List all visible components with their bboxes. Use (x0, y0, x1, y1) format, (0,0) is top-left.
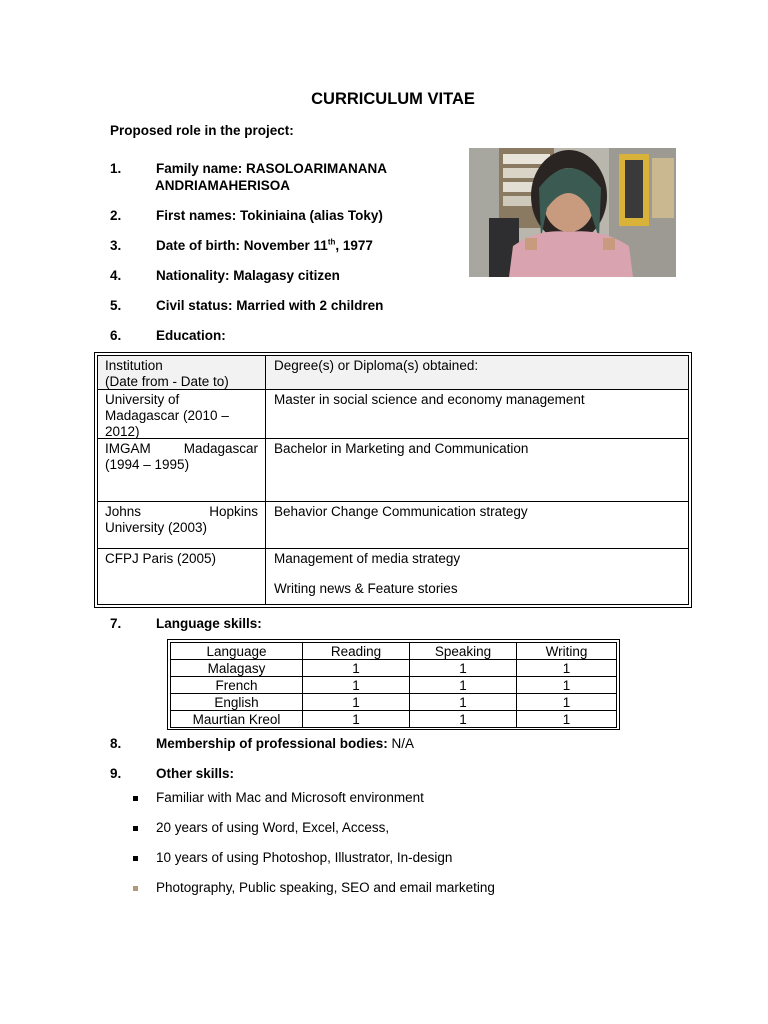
nationality-field (156, 268, 340, 283)
date-range-header: (Date from - Date to) (105, 374, 229, 389)
language-row: Malagasy 1 1 1 (171, 660, 617, 677)
skill-item: Photography, Public speaking, SEO and email marketing (156, 880, 495, 895)
degree-cell: Bachelor in Marketing and Communication (274, 441, 529, 456)
membership-value: N/A (391, 736, 415, 751)
education-row (98, 549, 688, 604)
degree-header: Degree(s) or Diploma(s) obtained: (274, 358, 479, 373)
bullet-icon (133, 826, 138, 831)
language-header: Language (171, 643, 303, 660)
speaking-header: Speaking (410, 643, 517, 660)
skill-item: Familiar with Mac and Microsoft environment (156, 790, 424, 805)
skill-item: 10 years of using Photoshop, Illustrator, In-design (156, 850, 453, 865)
education-header-row (98, 356, 688, 390)
item-number: 4. (110, 268, 122, 283)
education-label: Education: (156, 328, 226, 343)
education-row: Johns Hopkins University (2003) Behavior Change Communication strategy (98, 502, 688, 549)
degree-cell: Master in social science and economy management (274, 392, 585, 407)
institution-cell: Johns Hopkins (105, 504, 258, 519)
other-skills-label: Other skills: (156, 766, 235, 781)
skill-item: 20 years of using Word, Excel, Access, (156, 820, 390, 835)
education-table (94, 352, 692, 608)
language-table (167, 639, 620, 730)
bullet-icon (133, 856, 138, 861)
item-number: 6. (110, 328, 122, 343)
education-row: University of Madagascar (2010 – 2012) Master in social science and economy management (98, 390, 688, 439)
education-row: IMGAM Madagascar (1994 – 1995) Bachelor in Marketing and Communication (98, 439, 688, 502)
dob-value: November 11th, 1977 (243, 237, 373, 253)
item-number: 7. (110, 616, 122, 631)
nationality-label: Nationality: (156, 268, 230, 283)
first-names-label: First names: (156, 208, 237, 223)
reading-header: Reading (303, 643, 410, 660)
language-skills-label: Language skills: (156, 616, 262, 631)
family-name-label: Family name: (156, 161, 243, 176)
page-title: CURRICULUM VITAE (311, 90, 475, 108)
family-name-value: RASOLOARIMANANA (246, 161, 388, 176)
portrait-image (469, 148, 676, 277)
institution-header: Institution (105, 358, 163, 373)
profile-photo (469, 148, 676, 277)
proposed-role-label: Proposed role in the project: (110, 123, 294, 138)
item-number: 5. (110, 298, 122, 313)
institution-cell: CFPJ Paris (2005) (105, 551, 217, 566)
item-number: 3. (110, 238, 122, 253)
bullet-icon (133, 796, 138, 801)
degree-cell: Management of media strategy Writing news & Feature stories (274, 551, 461, 596)
family-name-field (156, 161, 387, 176)
language-header-row (171, 643, 617, 660)
degree-cell: Behavior Change Communication strategy (274, 504, 528, 519)
membership-field (156, 736, 414, 751)
item-number: 1. (110, 161, 122, 176)
first-names-value: Tokiniaina (alias Toky) (240, 208, 383, 223)
item-number: 9. (110, 766, 122, 781)
date-of-birth-field (156, 238, 373, 253)
civil-status-label: Civil status: (156, 298, 233, 313)
item-number: 8. (110, 736, 122, 751)
writing-header: Writing (517, 643, 617, 660)
first-names-field (156, 208, 383, 223)
dob-label: Date of birth: (156, 238, 240, 253)
institution-cell: IMGAM Madagascar (105, 441, 258, 456)
language-row: English 1 1 1 (171, 694, 617, 711)
bullet-icon (133, 886, 138, 891)
nationality-value: Malagasy citizen (233, 268, 340, 283)
language-row: Maurtian Kreol 1 1 1 (171, 711, 617, 728)
family-name-value-line2: ANDRIAMAHERISOA (155, 178, 290, 193)
membership-label: Membership of professional bodies: (156, 736, 388, 751)
institution-cell: University of (105, 392, 180, 407)
language-row: French 1 1 1 (171, 677, 617, 694)
civil-status-field (156, 298, 383, 313)
item-number: 2. (110, 208, 122, 223)
civil-status-value: Married with 2 children (236, 298, 384, 313)
